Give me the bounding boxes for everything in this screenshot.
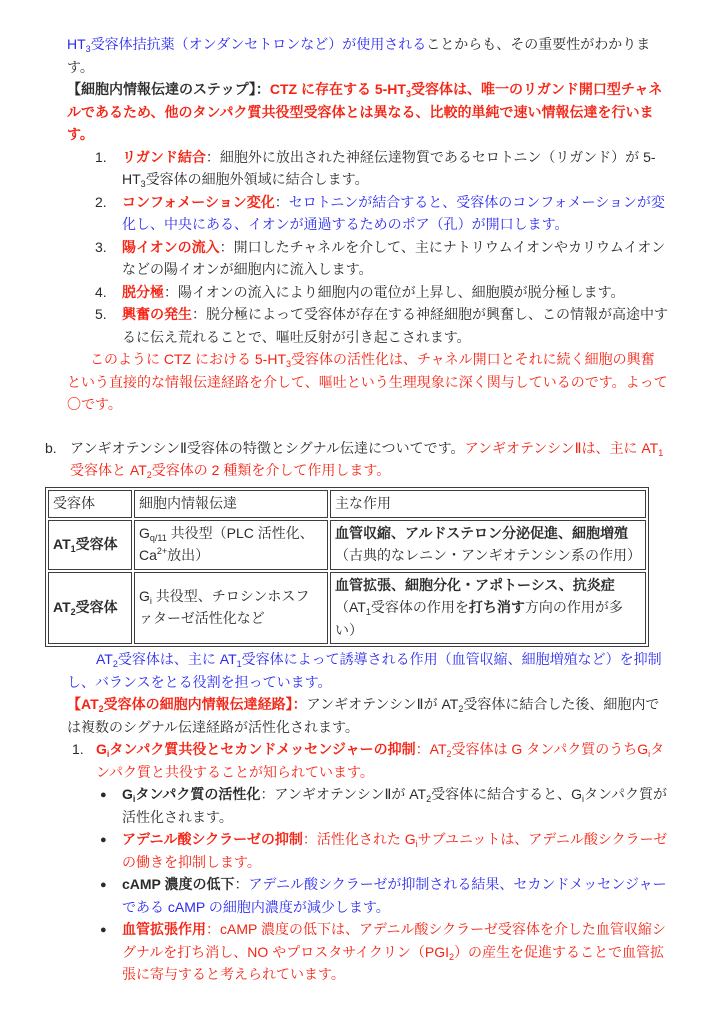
steps-list bbox=[45, 146, 668, 349]
text-run: 受容体 bbox=[75, 599, 118, 615]
bullet-icon: ● bbox=[100, 834, 107, 846]
step-number: 4. bbox=[95, 283, 107, 300]
at2-summary-paragraph bbox=[67, 648, 668, 693]
pathway-item-1 bbox=[72, 738, 668, 783]
text-run: ：開口したチャネルを介して、主にナトリウムイオンやカリウムイオンなどの陽イオンが細胞内に流入します。 bbox=[122, 238, 666, 277]
bullet-icon: ● bbox=[100, 924, 107, 936]
text-run: コンフォメーション変化 bbox=[122, 193, 275, 210]
text-run: 2 bbox=[426, 794, 432, 804]
pathway-heading-paragraph bbox=[67, 693, 668, 738]
text-run: 1 bbox=[70, 543, 76, 554]
item-b-text bbox=[70, 437, 668, 482]
text-run: ： bbox=[302, 831, 317, 847]
text-run: 受容体拮抗薬（オンダンセトロンなど）が使用される bbox=[90, 36, 427, 52]
bullet-text bbox=[122, 918, 668, 986]
text-run: 受容体は G タンパク質のうちG bbox=[451, 741, 649, 757]
step-number: 1. bbox=[95, 148, 107, 165]
text-run: タンパク質共役とセカンドメッセンジャーの抑制 bbox=[109, 741, 416, 757]
text-run: 受容体の細胞外領域に結合します。 bbox=[145, 171, 369, 187]
text-run: 3 bbox=[286, 359, 292, 369]
text-run: このように CTZ における 5-HT bbox=[90, 351, 286, 367]
text-run: タンパク質と共役することが知られています。 bbox=[96, 741, 665, 780]
text-run: ことからも、その重要性がわかります。 bbox=[67, 36, 651, 75]
text-run: 受容体の細胞内情報伝達経路】： bbox=[103, 696, 307, 712]
step-item-4 bbox=[95, 281, 668, 304]
text-run: 受容体 bbox=[75, 535, 118, 552]
text-run: 共役型（PLC 活性化、Ca bbox=[139, 524, 314, 563]
text-run: 3 bbox=[405, 89, 411, 99]
bullet-item-camp-decrease bbox=[100, 873, 668, 918]
step-text bbox=[122, 191, 668, 236]
text-run: 3 bbox=[85, 44, 91, 54]
cell-at1-actions bbox=[330, 520, 646, 570]
text-run: ：陽イオンの流入により細胞内の電位が上昇し、細胞膜が脱分極します。 bbox=[164, 283, 625, 300]
text-run: 1 bbox=[365, 607, 371, 617]
step-number: 5. bbox=[95, 306, 107, 322]
text-run: 血管拡張、細胞分化・アポトーシス、抗炎症 bbox=[335, 576, 615, 593]
bullet-item-adenylate-inhibition bbox=[100, 828, 668, 873]
col-header-receptor: 受容体 bbox=[48, 490, 132, 518]
col-header-actions: 主な作用 bbox=[330, 490, 646, 518]
step-text bbox=[122, 146, 668, 191]
text-run: AT bbox=[53, 535, 71, 552]
text-run: 受容体の活性化は、チャネル開口とそれに続く細胞の興奮という直接的な情報伝達経路を介して、嘔吐という生理現象に深く関与しているのです。よって〇です。 bbox=[67, 351, 668, 412]
step-text bbox=[122, 236, 668, 281]
text-run: 2 bbox=[446, 749, 452, 759]
text-run: リガンド結合 bbox=[122, 148, 206, 165]
text-run: 受容体の作用を bbox=[370, 599, 469, 615]
step-item-1 bbox=[95, 146, 668, 191]
text-run: AT bbox=[96, 651, 113, 667]
text-run: AT bbox=[53, 599, 71, 615]
text-run: CTZ に存在する 5-HT bbox=[269, 81, 406, 97]
text-run: cAMP 濃度の低下は、アデニル酸シクラーゼ受容体を介した血管収縮シグナルを打ち消し、NO やプロスタサイクリン（PGI bbox=[122, 921, 666, 960]
step-number: 3. bbox=[95, 238, 107, 255]
text-run: 脱分極 bbox=[122, 283, 164, 300]
text-run: 2 bbox=[146, 470, 152, 480]
text-run: アデニル酸シクラーゼの抑制 bbox=[122, 831, 303, 847]
text-run: 2 bbox=[449, 951, 455, 962]
step-item-5 bbox=[95, 303, 668, 348]
item-b-label: b. bbox=[45, 439, 57, 456]
text-run: 受容体と AT bbox=[70, 462, 147, 478]
item-b bbox=[45, 437, 668, 482]
text-run: AT bbox=[429, 741, 447, 757]
text-run: ：アンギオテンシンⅡが AT bbox=[260, 786, 427, 802]
text-run: 1 bbox=[236, 659, 242, 669]
text-run: 血管拡張作用 bbox=[122, 921, 206, 937]
text-run: ：脱分極によって受容体が存在する神経細胞が興奮し、この情報が高途中するに伝え荒れることで、嘔吐反射が引き起こされます。 bbox=[122, 306, 668, 345]
text-run: ： bbox=[415, 741, 430, 757]
bullet-icon: ● bbox=[100, 879, 107, 891]
intro-paragraph bbox=[67, 33, 668, 78]
text-run: 【細胞内情報伝達のステップ】： bbox=[67, 81, 270, 97]
text-run: 受容体によって誘導される作用（血管収縮、細胞増殖など）を抑制し、バランスをとる役割を担っています。 bbox=[67, 651, 662, 690]
step-item-3 bbox=[95, 236, 668, 281]
text-run: 興奮の発生 bbox=[122, 306, 192, 322]
step-text bbox=[122, 303, 668, 348]
text-run: 受容体は、唯一のリガンド開口型チャネルであるため、他のタンパク質共役型受容体とは異なる、比較的単純で速い情報伝達を行います。 bbox=[67, 81, 663, 142]
text-run: i bbox=[132, 794, 136, 804]
text-run: ）の産生を促進することで血管拡張に寄与すると考えられています。 bbox=[122, 943, 665, 982]
text-run: G bbox=[122, 786, 133, 802]
text-run: 陽イオンの流入 bbox=[122, 238, 220, 255]
step-item-2 bbox=[95, 191, 668, 236]
text-run: 2 bbox=[112, 659, 118, 669]
bullet-text bbox=[122, 873, 668, 918]
steps-heading-paragraph bbox=[67, 78, 668, 146]
text-run: ： bbox=[234, 876, 249, 892]
text-run: 3 bbox=[140, 179, 146, 189]
cell-at1-signaling bbox=[134, 520, 328, 570]
step-text bbox=[122, 281, 668, 304]
text-run: G bbox=[139, 524, 150, 541]
cell-at2-signaling bbox=[134, 572, 328, 645]
text-run: 打ち消す bbox=[468, 599, 525, 615]
bullet-text bbox=[122, 783, 668, 828]
table-header-row bbox=[48, 490, 646, 518]
receptor-table bbox=[45, 487, 649, 648]
bullet-list bbox=[45, 783, 668, 986]
text-run: ：細胞外に放出された神経伝達物質であるセロトニン（リガンド）が 5-HT bbox=[122, 148, 656, 187]
bullet-text bbox=[122, 828, 668, 873]
text-run: アンギオテンシンⅡ受容体の特徴とシグナル伝達についてです。 bbox=[70, 439, 465, 456]
text-run: 共役型、チロシンホスファターゼ活性化など bbox=[139, 587, 310, 627]
text-run: サブユニットは、アデニル酸シクラーゼの働きを抑制します。 bbox=[122, 831, 668, 870]
bullet-icon: ● bbox=[100, 789, 107, 801]
pathway-item-text bbox=[96, 738, 668, 783]
text-run: 1 bbox=[658, 447, 664, 458]
text-run: 2 bbox=[70, 607, 76, 617]
text-run: G bbox=[139, 587, 150, 604]
step-number: 2. bbox=[95, 193, 107, 210]
table-row-at1 bbox=[48, 520, 646, 570]
text-run: q/11 bbox=[149, 532, 167, 543]
text-run: セロトニンが結合すると、受容体のコンフォメーションが変化し、中央にある、イオンが通過するためのポア（孔）が開口します。 bbox=[122, 193, 665, 232]
text-run: アンギオテンシンⅡが AT bbox=[306, 696, 459, 712]
text-run: アデニル酸シクラーゼが抑制される結果、セカンドメッセンジャーである cAMP の細胞内濃度が減少します。 bbox=[122, 876, 667, 915]
text-run: （AT bbox=[335, 599, 366, 615]
text-run: HT bbox=[67, 36, 86, 52]
text-run: 2 bbox=[98, 704, 104, 714]
text-run: G bbox=[96, 741, 107, 757]
text-run: タンパク質が活性化されます。 bbox=[122, 786, 668, 825]
text-run: 受容体の 2 種類を介して作用します。 bbox=[151, 462, 391, 478]
text-run: 受容体に結合すると、G bbox=[431, 786, 583, 802]
conclusion-paragraph bbox=[67, 348, 668, 416]
cell-at2-receptor bbox=[48, 572, 132, 645]
text-run: （古典的なレニン・アンギオテンシン系の作用） bbox=[335, 547, 642, 563]
text-run: 【AT bbox=[67, 696, 99, 712]
text-run: タンパク質の活性化 bbox=[135, 786, 261, 802]
text-run: i bbox=[582, 794, 585, 804]
cell-at1-receptor bbox=[48, 520, 132, 570]
text-run: cAMP 濃度の低下 bbox=[122, 876, 235, 892]
text-run: アンギオテンシンⅡは、主に AT bbox=[464, 439, 659, 456]
text-run: 2 bbox=[458, 704, 464, 714]
text-run: 活性化された G bbox=[316, 831, 416, 847]
pathway-item-number: 1. bbox=[72, 741, 84, 757]
receptor-table-body bbox=[48, 520, 646, 645]
text-run: 受容体は、主に AT bbox=[117, 651, 237, 667]
text-run: i bbox=[106, 749, 110, 759]
text-run: 血管収縮、アルドステロン分泌促進、細胞増殖 bbox=[335, 524, 629, 541]
text-run: i bbox=[149, 595, 152, 606]
receptor-table-head bbox=[48, 490, 646, 518]
text-run: 受容体に結合した後、細胞内では複数のシグナル伝達経路が活性化されます。 bbox=[67, 696, 660, 735]
text-run: ： bbox=[206, 921, 220, 937]
text-run: 2+ bbox=[156, 546, 168, 556]
text-run: i bbox=[648, 749, 651, 759]
bullet-item-gi-activation bbox=[100, 783, 668, 828]
cell-at2-actions bbox=[330, 572, 646, 645]
text-run: 放出） bbox=[167, 547, 210, 563]
table-row-at2 bbox=[48, 572, 646, 645]
text-run: ： bbox=[274, 193, 289, 210]
col-header-signaling: 細胞内情報伝達 bbox=[134, 490, 328, 518]
text-run: i bbox=[415, 839, 418, 849]
text-run: 方向の作用が多い） bbox=[335, 599, 623, 638]
bullet-item-vasodilation bbox=[100, 918, 668, 986]
